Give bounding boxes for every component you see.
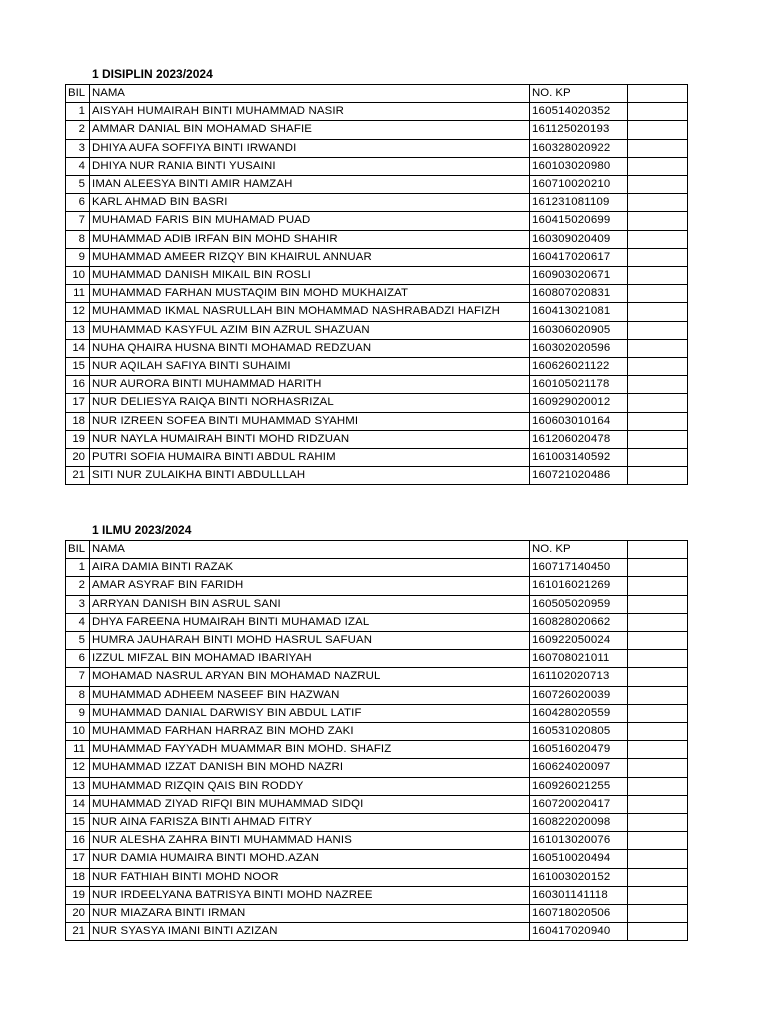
- row-number: 13: [66, 321, 90, 339]
- header-kp: NO. KP: [530, 85, 628, 103]
- row-number: 14: [66, 339, 90, 357]
- student-name: NUR DELIESYA RAIQA BINTI NORHASRIZAL: [90, 394, 530, 412]
- row-number: 19: [66, 886, 90, 904]
- row-number: 15: [66, 358, 90, 376]
- ic-number: 161125020193: [530, 121, 628, 139]
- table-row: [66, 267, 688, 285]
- row-number: 3: [66, 139, 90, 157]
- row-number: 9: [66, 704, 90, 722]
- blank-cell: [628, 595, 688, 613]
- blank-cell: [628, 176, 688, 194]
- ic-number: 160309020409: [530, 230, 628, 248]
- table-row: [66, 194, 688, 212]
- row-number: 10: [66, 267, 90, 285]
- blank-cell: [628, 759, 688, 777]
- ic-number: 161231081109: [530, 194, 628, 212]
- blank-cell: [628, 723, 688, 741]
- blank-cell: [628, 868, 688, 886]
- table-row: [66, 449, 688, 467]
- row-number: 17: [66, 850, 90, 868]
- table-row: [66, 868, 688, 886]
- blank-cell: [628, 321, 688, 339]
- blank-cell: [628, 741, 688, 759]
- student-name: AISYAH HUMAIRAH BINTI MUHAMMAD NASIR: [90, 103, 530, 121]
- row-number: 2: [66, 121, 90, 139]
- ic-number: 160301141118: [530, 886, 628, 904]
- blank-cell: [628, 613, 688, 631]
- student-name: NUR MIAZARA BINTI IRMAN: [90, 905, 530, 923]
- ic-number: 160413021081: [530, 303, 628, 321]
- student-name: NUR AINA FARISZA BINTI AHMAD FITRY: [90, 814, 530, 832]
- row-number: 12: [66, 759, 90, 777]
- table-row: [66, 759, 688, 777]
- ic-number: 161013020076: [530, 832, 628, 850]
- table-row: [66, 886, 688, 904]
- ic-number: 160726020039: [530, 686, 628, 704]
- blank-cell: [628, 157, 688, 175]
- blank-cell: [628, 886, 688, 904]
- blank-cell: [628, 285, 688, 303]
- blank-cell: [628, 103, 688, 121]
- table-row: [66, 339, 688, 357]
- ic-number: 160929020012: [530, 394, 628, 412]
- ic-number: 160710020210: [530, 176, 628, 194]
- row-number: 4: [66, 157, 90, 175]
- student-name: NUR DAMIA HUMAIRA BINTI MOHD.AZAN: [90, 850, 530, 868]
- row-number: 7: [66, 668, 90, 686]
- table-row: [66, 795, 688, 813]
- row-number: 12: [66, 303, 90, 321]
- blank-cell: [628, 832, 688, 850]
- blank-cell: [628, 777, 688, 795]
- row-number: 3: [66, 595, 90, 613]
- blank-cell: [628, 248, 688, 266]
- header-kp: NO. KP: [530, 541, 628, 559]
- blank-cell: [628, 905, 688, 923]
- row-number: 17: [66, 394, 90, 412]
- table-row: [66, 394, 688, 412]
- blank-cell: [628, 577, 688, 595]
- table-row: [66, 157, 688, 175]
- row-number: 8: [66, 230, 90, 248]
- student-name: MUHAMMAD DANIAL DARWISY BIN ABDUL LATIF: [90, 704, 530, 722]
- ic-number: 160531020805: [530, 723, 628, 741]
- row-number: 2: [66, 577, 90, 595]
- table-row: [66, 613, 688, 631]
- header-row: [66, 541, 688, 559]
- section-title: 1 DISIPLIN 2023/2024: [92, 67, 213, 81]
- table-row: [66, 668, 688, 686]
- student-name: MUHAMMAD ADHEEM NASEEF BIN HAZWAN: [90, 686, 530, 704]
- row-number: 13: [66, 777, 90, 795]
- ic-number: 160721020486: [530, 467, 628, 485]
- row-number: 9: [66, 248, 90, 266]
- table-row: [66, 595, 688, 613]
- blank-cell: [628, 194, 688, 212]
- row-number: 16: [66, 376, 90, 394]
- ic-number: 160514020352: [530, 103, 628, 121]
- ic-number: 160626021122: [530, 358, 628, 376]
- table-row: [66, 741, 688, 759]
- table-row: [66, 905, 688, 923]
- student-name: IMAN ALEESYA BINTI AMIR HAMZAH: [90, 176, 530, 194]
- student-name: MUHAMMAD KASYFUL AZIM BIN AZRUL SHAZUAN: [90, 321, 530, 339]
- table-row: [66, 103, 688, 121]
- row-number: 1: [66, 559, 90, 577]
- table-row: [66, 850, 688, 868]
- table-row: [66, 632, 688, 650]
- header-blank: [628, 541, 688, 559]
- blank-cell: [628, 376, 688, 394]
- table-row: [66, 832, 688, 850]
- table-row: [66, 814, 688, 832]
- student-name: DHIYA AUFA SOFFIYA BINTI IRWANDI: [90, 139, 530, 157]
- student-name: NUHA QHAIRA HUSNA BINTI MOHAMAD REDZUAN: [90, 339, 530, 357]
- table-row: [66, 212, 688, 230]
- blank-cell: [628, 668, 688, 686]
- table-row: [66, 467, 688, 485]
- blank-cell: [628, 339, 688, 357]
- table-row: [66, 430, 688, 448]
- blank-cell: [628, 467, 688, 485]
- row-number: 7: [66, 212, 90, 230]
- row-number: 14: [66, 795, 90, 813]
- row-number: 1: [66, 103, 90, 121]
- student-name: AMMAR DANIAL BIN MOHAMAD SHAFIE: [90, 121, 530, 139]
- row-number: 21: [66, 467, 90, 485]
- ic-number: 161003020152: [530, 868, 628, 886]
- blank-cell: [628, 267, 688, 285]
- student-name: NUR IZREEN SOFEA BINTI MUHAMMAD SYAHMI: [90, 412, 530, 430]
- blank-cell: [628, 430, 688, 448]
- ic-number: 160720020417: [530, 795, 628, 813]
- blank-cell: [628, 686, 688, 704]
- ic-number: 160903020671: [530, 267, 628, 285]
- student-name: HUMRA JAUHARAH BINTI MOHD HASRUL SAFUAN: [90, 632, 530, 650]
- table-row: [66, 650, 688, 668]
- blank-cell: [628, 139, 688, 157]
- row-number: 20: [66, 449, 90, 467]
- ic-number: 160105021178: [530, 376, 628, 394]
- ic-number: 160717140450: [530, 559, 628, 577]
- student-name: IZZUL MIFZAL BIN MOHAMAD IBARIYAH: [90, 650, 530, 668]
- row-number: 6: [66, 650, 90, 668]
- student-name: MUHAMMAD ZIYAD RIFQI BIN MUHAMMAD SIDQI: [90, 795, 530, 813]
- student-name: MUHAMMAD ADIB IRFAN BIN MOHD SHAHIR: [90, 230, 530, 248]
- student-name: MUHAMAD FARIS BIN MUHAMAD PUAD: [90, 212, 530, 230]
- blank-cell: [628, 358, 688, 376]
- table-row: [66, 686, 688, 704]
- row-number: 18: [66, 412, 90, 430]
- table-row: [66, 923, 688, 941]
- ic-number: 160822020098: [530, 814, 628, 832]
- ic-number: 160718020506: [530, 905, 628, 923]
- student-name: PUTRI SOFIA HUMAIRA BINTI ABDUL RAHIM: [90, 449, 530, 467]
- student-name: NUR AQILAH SAFIYA BINTI SUHAIMI: [90, 358, 530, 376]
- ic-number: 160828020662: [530, 613, 628, 631]
- table-row: [66, 704, 688, 722]
- blank-cell: [628, 923, 688, 941]
- header-bil: BIL: [66, 541, 90, 559]
- table-row: [66, 248, 688, 266]
- section-title: 1 ILMU 2023/2024: [92, 523, 192, 537]
- student-name: MUHAMMAD FARHAN HARRAZ BIN MOHD ZAKI: [90, 723, 530, 741]
- ic-number: 161003140592: [530, 449, 628, 467]
- student-name: MUHAMMAD AMEER RIZQY BIN KHAIRUL ANNUAR: [90, 248, 530, 266]
- blank-cell: [628, 212, 688, 230]
- blank-cell: [628, 704, 688, 722]
- table-row: [66, 321, 688, 339]
- blank-cell: [628, 850, 688, 868]
- blank-cell: [628, 795, 688, 813]
- blank-cell: [628, 814, 688, 832]
- student-table: [65, 84, 688, 485]
- row-number: 10: [66, 723, 90, 741]
- row-number: 21: [66, 923, 90, 941]
- student-name: MUHAMMAD FAYYADH MUAMMAR BIN MOHD. SHAFIZ: [90, 741, 530, 759]
- student-name: NUR IRDEELYANA BATRISYA BINTI MOHD NAZREE: [90, 886, 530, 904]
- student-name: NUR AURORA BINTI MUHAMMAD HARITH: [90, 376, 530, 394]
- row-number: 11: [66, 285, 90, 303]
- table-row: [66, 358, 688, 376]
- table-body: [66, 85, 688, 485]
- header-row: [66, 85, 688, 103]
- row-number: 6: [66, 194, 90, 212]
- table-row: [66, 777, 688, 795]
- ic-number: 160807020831: [530, 285, 628, 303]
- table-row: [66, 303, 688, 321]
- row-number: 4: [66, 613, 90, 631]
- row-number: 19: [66, 430, 90, 448]
- student-name: MUHAMMAD IZZAT DANISH BIN MOHD NAZRI: [90, 759, 530, 777]
- blank-cell: [628, 559, 688, 577]
- blank-cell: [628, 632, 688, 650]
- student-table: [65, 540, 688, 941]
- row-number: 20: [66, 905, 90, 923]
- row-number: 18: [66, 868, 90, 886]
- table-row: [66, 577, 688, 595]
- student-name: MOHAMAD NASRUL ARYAN BIN MOHAMAD NAZRUL: [90, 668, 530, 686]
- blank-cell: [628, 121, 688, 139]
- student-name: MUHAMMAD IKMAL NASRULLAH BIN MOHAMMAD NASHRABADZI HAFIZH: [90, 303, 530, 321]
- header-nama: NAMA: [90, 85, 530, 103]
- ic-number: 160603010164: [530, 412, 628, 430]
- ic-number: 160417020940: [530, 923, 628, 941]
- ic-number: 160103020980: [530, 157, 628, 175]
- row-number: 11: [66, 741, 90, 759]
- ic-number: 160510020494: [530, 850, 628, 868]
- table-row: [66, 139, 688, 157]
- table-row: [66, 376, 688, 394]
- blank-cell: [628, 650, 688, 668]
- row-number: 5: [66, 632, 90, 650]
- row-number: 15: [66, 814, 90, 832]
- student-name: MUHAMMAD DANISH MIKAIL BIN ROSLI: [90, 267, 530, 285]
- student-name: KARL AHMAD BIN BASRI: [90, 194, 530, 212]
- ic-number: 160417020617: [530, 248, 628, 266]
- student-name: DHIYA NUR RANIA BINTI YUSAINI: [90, 157, 530, 175]
- ic-number: 160922050024: [530, 632, 628, 650]
- student-name: DHYA FAREENA HUMAIRAH BINTI MUHAMAD IZAL: [90, 613, 530, 631]
- ic-number: 160415020699: [530, 212, 628, 230]
- header-blank: [628, 85, 688, 103]
- blank-cell: [628, 394, 688, 412]
- student-name: AMAR ASYRAF BIN FARIDH: [90, 577, 530, 595]
- student-name: MUHAMMAD RIZQIN QAIS BIN RODDY: [90, 777, 530, 795]
- table-row: [66, 121, 688, 139]
- student-name: SITI NUR ZULAIKHA BINTI ABDULLLAH: [90, 467, 530, 485]
- table-row: [66, 230, 688, 248]
- ic-number: 160505020959: [530, 595, 628, 613]
- header-nama: NAMA: [90, 541, 530, 559]
- ic-number: 160306020905: [530, 321, 628, 339]
- student-name: ARRYAN DANISH BIN ASRUL SANI: [90, 595, 530, 613]
- ic-number: 160708021011: [530, 650, 628, 668]
- student-name: AIRA DAMIA BINTI RAZAK: [90, 559, 530, 577]
- table-body: [66, 541, 688, 941]
- header-bil: BIL: [66, 85, 90, 103]
- ic-number: 160428020559: [530, 704, 628, 722]
- row-number: 8: [66, 686, 90, 704]
- ic-number: 160926021255: [530, 777, 628, 795]
- blank-cell: [628, 230, 688, 248]
- blank-cell: [628, 412, 688, 430]
- student-name: NUR NAYLA HUMAIRAH BINTI MOHD RIDZUAN: [90, 430, 530, 448]
- table-row: [66, 176, 688, 194]
- ic-number: 160624020097: [530, 759, 628, 777]
- student-name: NUR ALESHA ZAHRA BINTI MUHAMMAD HANIS: [90, 832, 530, 850]
- table-row: [66, 412, 688, 430]
- table-row: [66, 723, 688, 741]
- ic-number: 160302020596: [530, 339, 628, 357]
- table-row: [66, 559, 688, 577]
- row-number: 5: [66, 176, 90, 194]
- ic-number: 161016021269: [530, 577, 628, 595]
- ic-number: 161102020713: [530, 668, 628, 686]
- ic-number: 160328020922: [530, 139, 628, 157]
- student-name: NUR FATHIAH BINTI MOHD NOOR: [90, 868, 530, 886]
- ic-number: 161206020478: [530, 430, 628, 448]
- student-name: NUR SYASYA IMANI BINTI AZIZAN: [90, 923, 530, 941]
- blank-cell: [628, 303, 688, 321]
- table-row: [66, 285, 688, 303]
- ic-number: 160516020479: [530, 741, 628, 759]
- row-number: 16: [66, 832, 90, 850]
- blank-cell: [628, 449, 688, 467]
- student-name: MUHAMMAD FARHAN MUSTAQIM BIN MOHD MUKHAIZAT: [90, 285, 530, 303]
